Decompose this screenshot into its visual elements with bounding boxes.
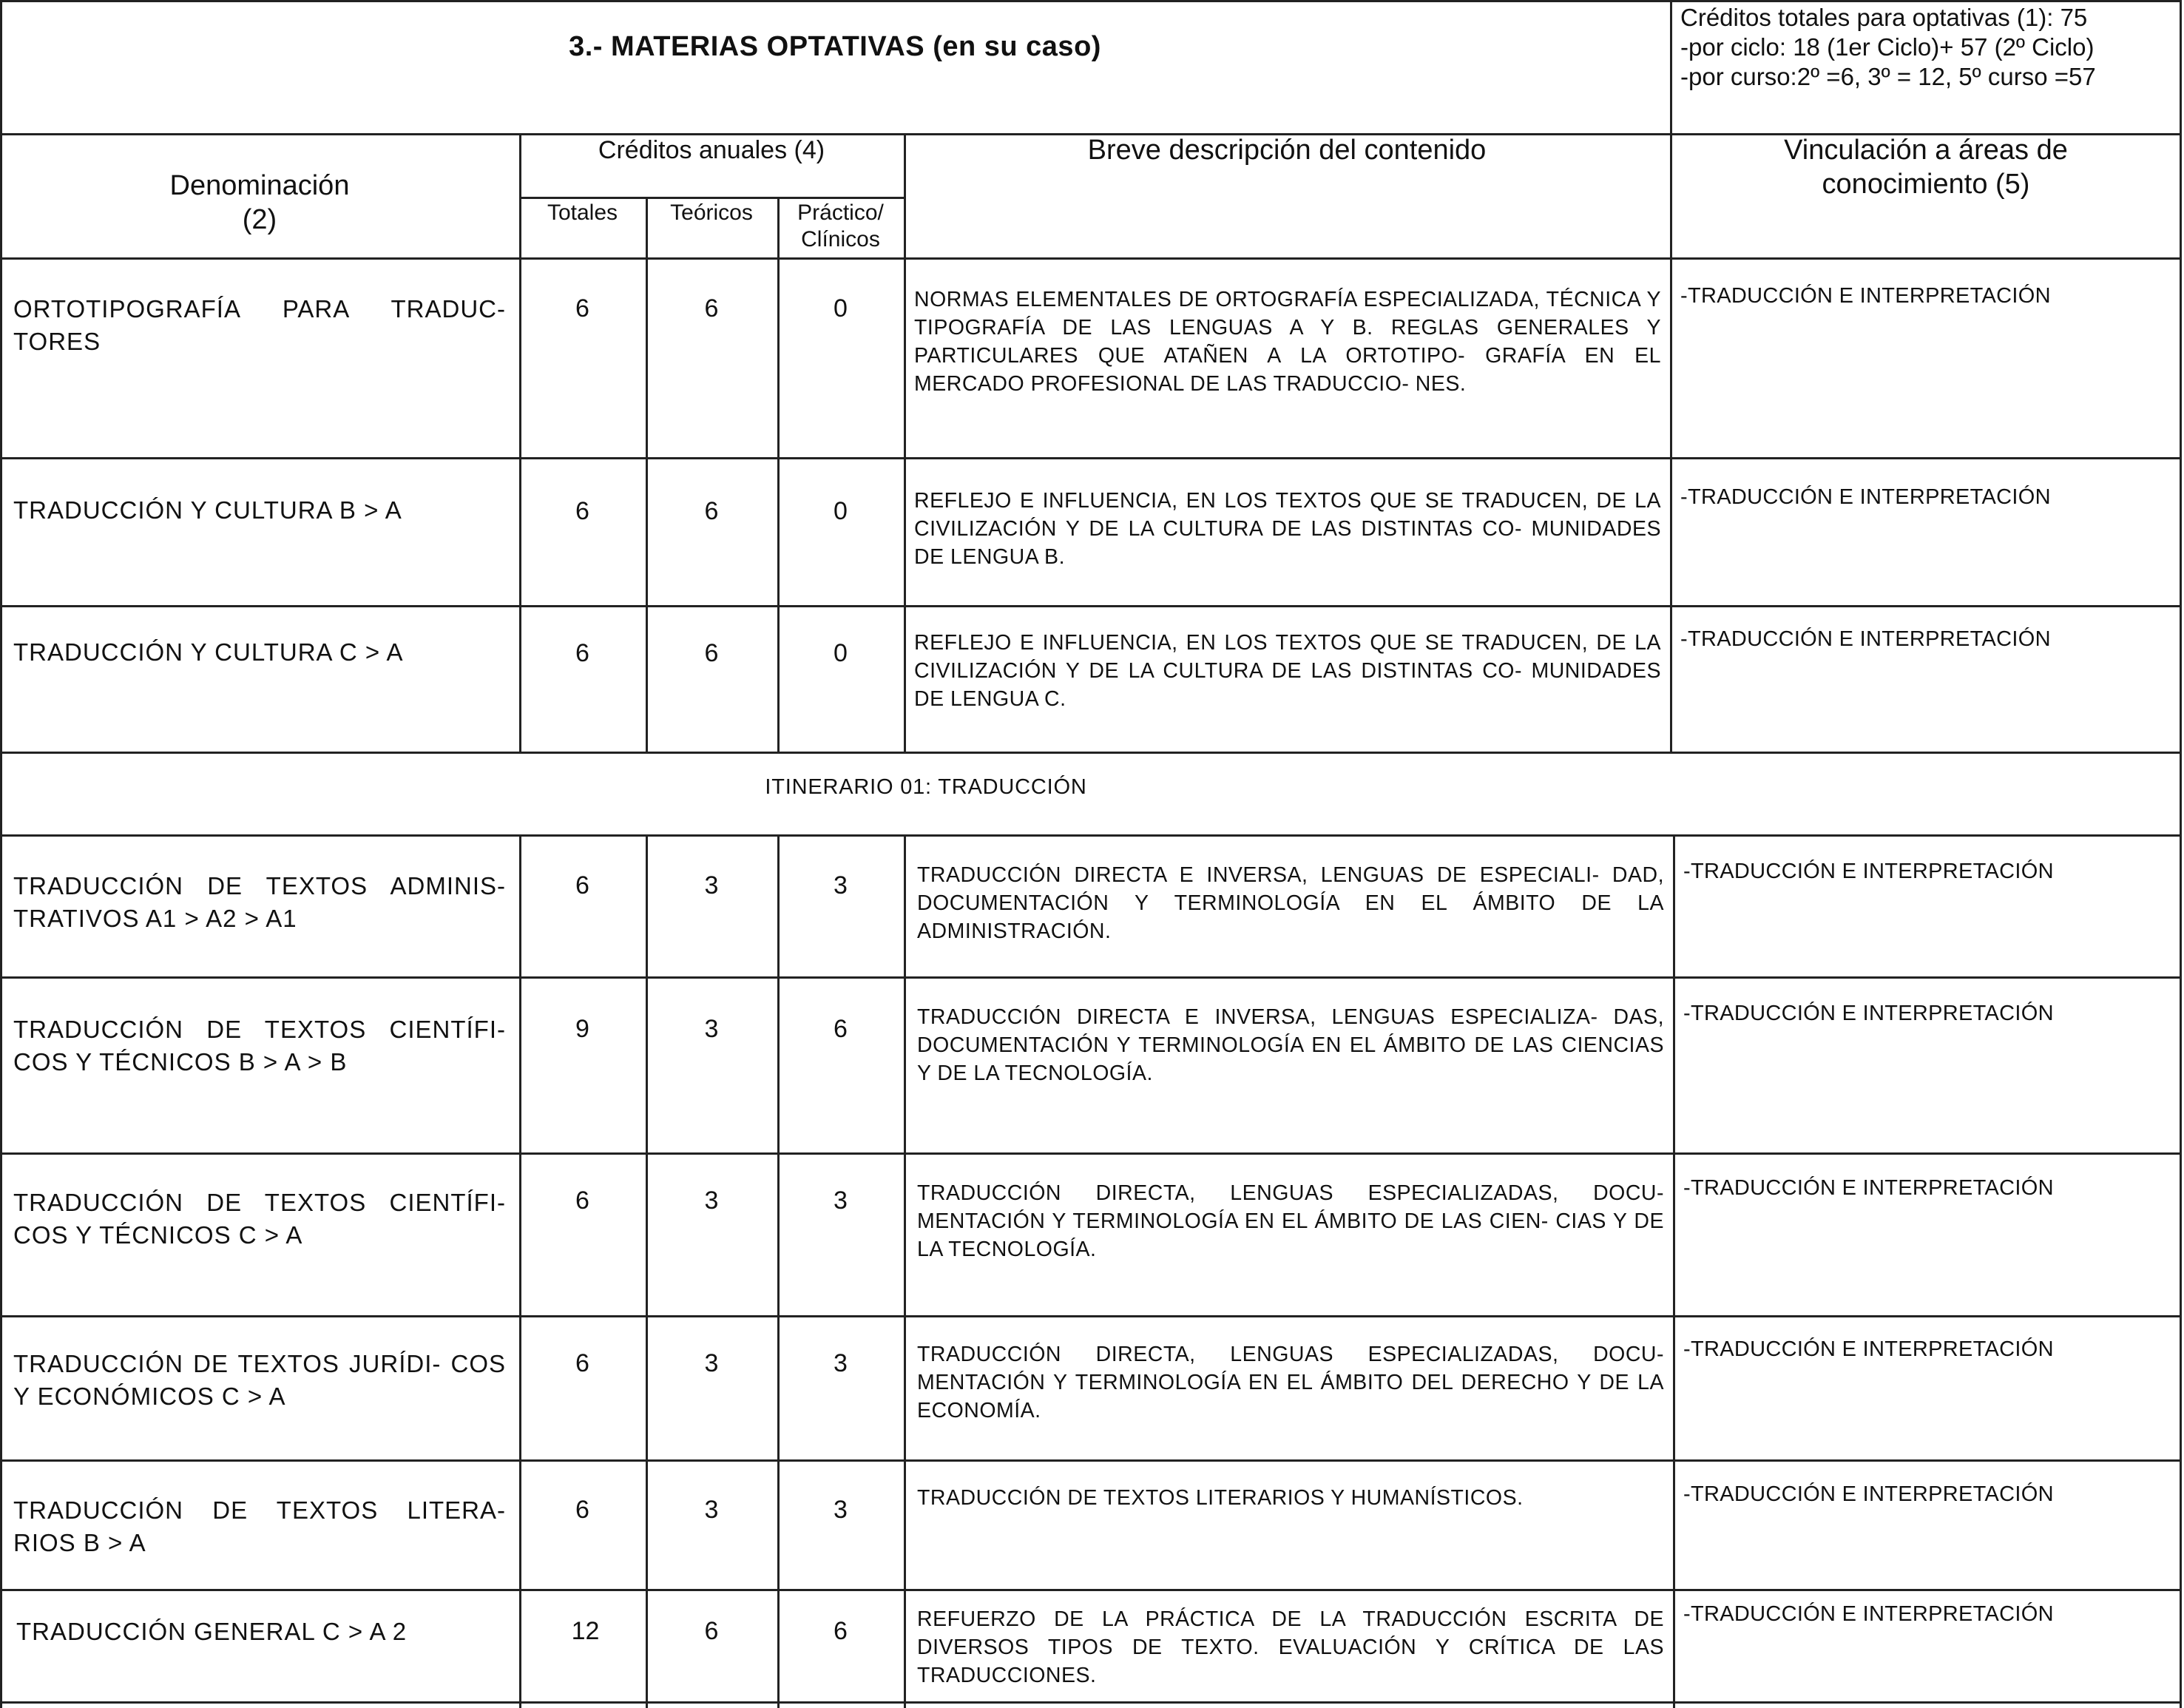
credits-info: [1680, 3, 2183, 92]
col-line-2b: [646, 834, 648, 1708]
table-row-teoricos: 3: [704, 1496, 719, 1524]
col-header-denominacion: Denominación (2): [169, 170, 350, 235]
table-row-area: -TRADUCCIÓN E INTERPRETACIÓN: [1683, 1176, 2054, 1200]
table-row-teoricos: 3: [704, 1349, 719, 1377]
table-top-border: [0, 0, 2182, 2]
table-row-desc: TRADUCCIÓN DE TEXTOS LITERARIOS Y HUMANÍSTICOS.: [917, 1486, 1524, 1510]
table-row-practicos: 0: [834, 639, 848, 667]
table-row-totales: 12: [571, 1617, 600, 1645]
row-line-2: [0, 605, 2182, 607]
table-row-totales: 6: [575, 497, 589, 525]
table-row-name: TRADUCCIÓN GENERAL C > A 2: [16, 1618, 408, 1645]
table-row-teoricos: 6: [704, 639, 719, 667]
page-title: 3.- MATERIAS OPTATIVAS (en su caso): [569, 31, 1101, 62]
table-row-name: TRADUCCIÓN Y CULTURA C > A: [13, 638, 404, 666]
row-line-7: [0, 1459, 2182, 1462]
credits-subheader-line: [519, 197, 904, 199]
row-line-itin: [0, 834, 2182, 837]
table-row-desc: REFLEJO E INFLUENCIA, EN LOS TEXTOS QUE SE TRADUCEN, DE LA CIVILIZACIÓN Y DE LA CULTURA DE LAS DISTINTAS CO- MUNIDADES DE LENGUA C.: [914, 631, 1661, 711]
table-row-totales: 6: [575, 1349, 589, 1377]
table-row-practicos: 6: [834, 1617, 848, 1645]
row-line-8: [0, 1589, 2182, 1591]
table-row-teoricos: 3: [704, 1187, 719, 1215]
row-line-5: [0, 1152, 2182, 1155]
table-row-area: -TRADUCCIÓN E INTERPRETACIÓN: [1683, 860, 2054, 883]
table-row-area: -TRADUCCIÓN E INTERPRETACIÓN: [1680, 485, 2051, 509]
table-left-border: [0, 0, 2, 1708]
col-header-practicos: Práctico/ Clínicos: [797, 200, 884, 252]
col-header-teoricos: Teóricos: [670, 200, 753, 225]
table-row-name: TRADUCCIÓN Y CULTURA B > A: [13, 496, 402, 524]
table-row-totales: 6: [575, 639, 589, 667]
table-row-desc: REFUERZO DE LA PRÁCTICA DE LA TRADUCCIÓN ESCRITA DE DIVERSOS TIPOS DE TEXTO. EVALUACIÓN Y CRÍTICA DE LAS TRADUCCIONES.: [917, 1607, 1664, 1687]
table-row-name: TRADUCCIÓN DE TEXTOS CIENTÍFI- COS Y TÉCNICOS B > A > B: [13, 1016, 506, 1076]
table-row-desc: TRADUCCIÓN DIRECTA, LENGUAS ESPECIALIZADAS, DOCU- MENTACIÓN Y TERMINOLOGÍA EN EL ÁMBITO DEL DERECHO Y DE LA ECONOMÍA.: [917, 1343, 1664, 1422]
col-line-1b: [519, 834, 521, 1708]
table-row-totales: 9: [575, 1015, 589, 1043]
table-row-area: -TRADUCCIÓN E INTERPRETACIÓN: [1680, 284, 2051, 308]
table-row-totales: 6: [575, 294, 589, 323]
table-row-area: -TRADUCCIÓN E INTERPRETACIÓN: [1683, 1337, 2054, 1361]
col-header-descripcion: Breve descripción del contenido: [1087, 135, 1487, 166]
col-line-2: [646, 197, 648, 753]
table-row-desc: REFLEJO E INFLUENCIA, EN LOS TEXTOS QUE SE TRADUCEN, DE LA CIVILIZACIÓN Y DE LA CULTURA DE LAS DISTINTAS CO- MUNIDADES DE LENGUA B.: [914, 489, 1661, 569]
table-row-area: -TRADUCCIÓN E INTERPRETACIÓN: [1683, 1482, 2054, 1506]
table-row-area: -TRADUCCIÓN E INTERPRETACIÓN: [1683, 1002, 2054, 1025]
credits-total: Créditos totales para optativas (1): 75: [1680, 4, 2088, 31]
row-line-3: [0, 752, 2182, 754]
row-line-6: [0, 1315, 2182, 1317]
row-line-9: [0, 1701, 2182, 1704]
itinerary-heading: ITINERARIO 01: TRADUCCIÓN: [765, 775, 1087, 799]
column-header-bottom-line: [0, 257, 2182, 260]
table-row-teoricos: 6: [704, 1617, 719, 1645]
table-row-teoricos: 3: [704, 871, 719, 899]
table-row-practicos: 0: [834, 294, 848, 323]
col-header-creditos: Créditos anuales (4): [598, 136, 825, 164]
table-row-name: TRADUCCIÓN DE TEXTOS JURÍDI- COS Y ECONÓMICOS C > A: [13, 1350, 506, 1410]
col-line-3b: [777, 834, 780, 1708]
table-row-practicos: 3: [834, 1496, 848, 1524]
table-row-practicos: 3: [834, 1349, 848, 1377]
table-row-desc: TRADUCCIÓN DIRECTA E INVERSA, LENGUAS ESPECIALIZA- DAS, DOCUMENTACIÓN Y TERMINOLOGÍA EN EL ÁMBITO DE LAS CIENCIAS Y DE LA TECNOLOGÍA.: [917, 1005, 1664, 1085]
table-right-border: [2180, 0, 2182, 1708]
col-header-totales: Totales: [547, 200, 618, 225]
table-row-practicos: 6: [834, 1015, 848, 1043]
row-line-4: [0, 976, 2182, 979]
table-row-practicos: 3: [834, 1187, 848, 1215]
table-row-totales: 6: [575, 871, 589, 899]
table-row-teoricos: 3: [704, 1015, 719, 1043]
header-divider: [1670, 0, 1672, 134]
col-line-4b: [904, 834, 906, 1708]
row-line-1: [0, 457, 2182, 459]
table-row-practicos: 3: [834, 871, 848, 899]
col-header-vinculacion: Vinculación a áreas de conocimiento (5): [1784, 135, 2068, 200]
table-row-name: TRADUCCIÓN DE TEXTOS ADMINIS- TRATIVOS A1 > A2 > A1: [13, 872, 506, 932]
table-row-teoricos: 6: [704, 294, 719, 323]
table-row-name: ORTOTIPOGRAFÍA PARA TRADUC- TORES: [13, 295, 506, 355]
table-row-desc: TRADUCCIÓN DIRECTA E INVERSA, LENGUAS DE ESPECIALI- DAD, DOCUMENTACIÓN Y TERMINOLOGÍA EN EL ÁMBITO DE LA ADMINISTRACIÓN.: [917, 863, 1664, 943]
col-line-5: [1670, 133, 1672, 753]
table-row-area: -TRADUCCIÓN E INTERPRETACIÓN: [1680, 627, 2051, 651]
table-row-name: TRADUCCIÓN DE TEXTOS LITERA- RIOS B > A: [13, 1496, 506, 1556]
table-row-desc: TRADUCCIÓN DIRECTA, LENGUAS ESPECIALIZADAS, DOCU- MENTACIÓN Y TERMINOLOGÍA EN EL ÁMBITO DE LAS CIEN- CIAS Y DE LA TECNOLOGÍA.: [917, 1181, 1664, 1261]
table-row-totales: 6: [575, 1187, 589, 1215]
table-row-totales: 6: [575, 1496, 589, 1524]
table-row-name: TRADUCCIÓN DE TEXTOS CIENTÍFI- COS Y TÉCNICOS C > A: [13, 1189, 506, 1249]
table-row-practicos: 0: [834, 497, 848, 525]
col-line-5b: [1673, 834, 1675, 1708]
col-line-3: [777, 197, 780, 753]
col-line-4: [904, 133, 906, 753]
credits-per-course: -por curso:2º =6, 3º = 12, 5º curso =57: [1680, 63, 2096, 90]
credits-per-cycle: -por ciclo: 18 (1er Ciclo)+ 57 (2º Ciclo): [1680, 33, 2095, 61]
table-row-teoricos: 6: [704, 497, 719, 525]
table-row-desc: NORMAS ELEMENTALES DE ORTOGRAFÍA ESPECIALIZADA, TÉCNICA Y TIPOGRAFÍA DE LAS LENGUAS A Y B. REGLAS GENERALES Y PARTICULARES QUE ATAÑEN A LA ORTOTIPO- GRAFÍA EN EL MERCADO PROFESIONAL DE LAS TRADUCCIO- NES.: [914, 288, 1661, 396]
table-row-area: -TRADUCCIÓN E INTERPRETACIÓN: [1683, 1602, 2054, 1626]
